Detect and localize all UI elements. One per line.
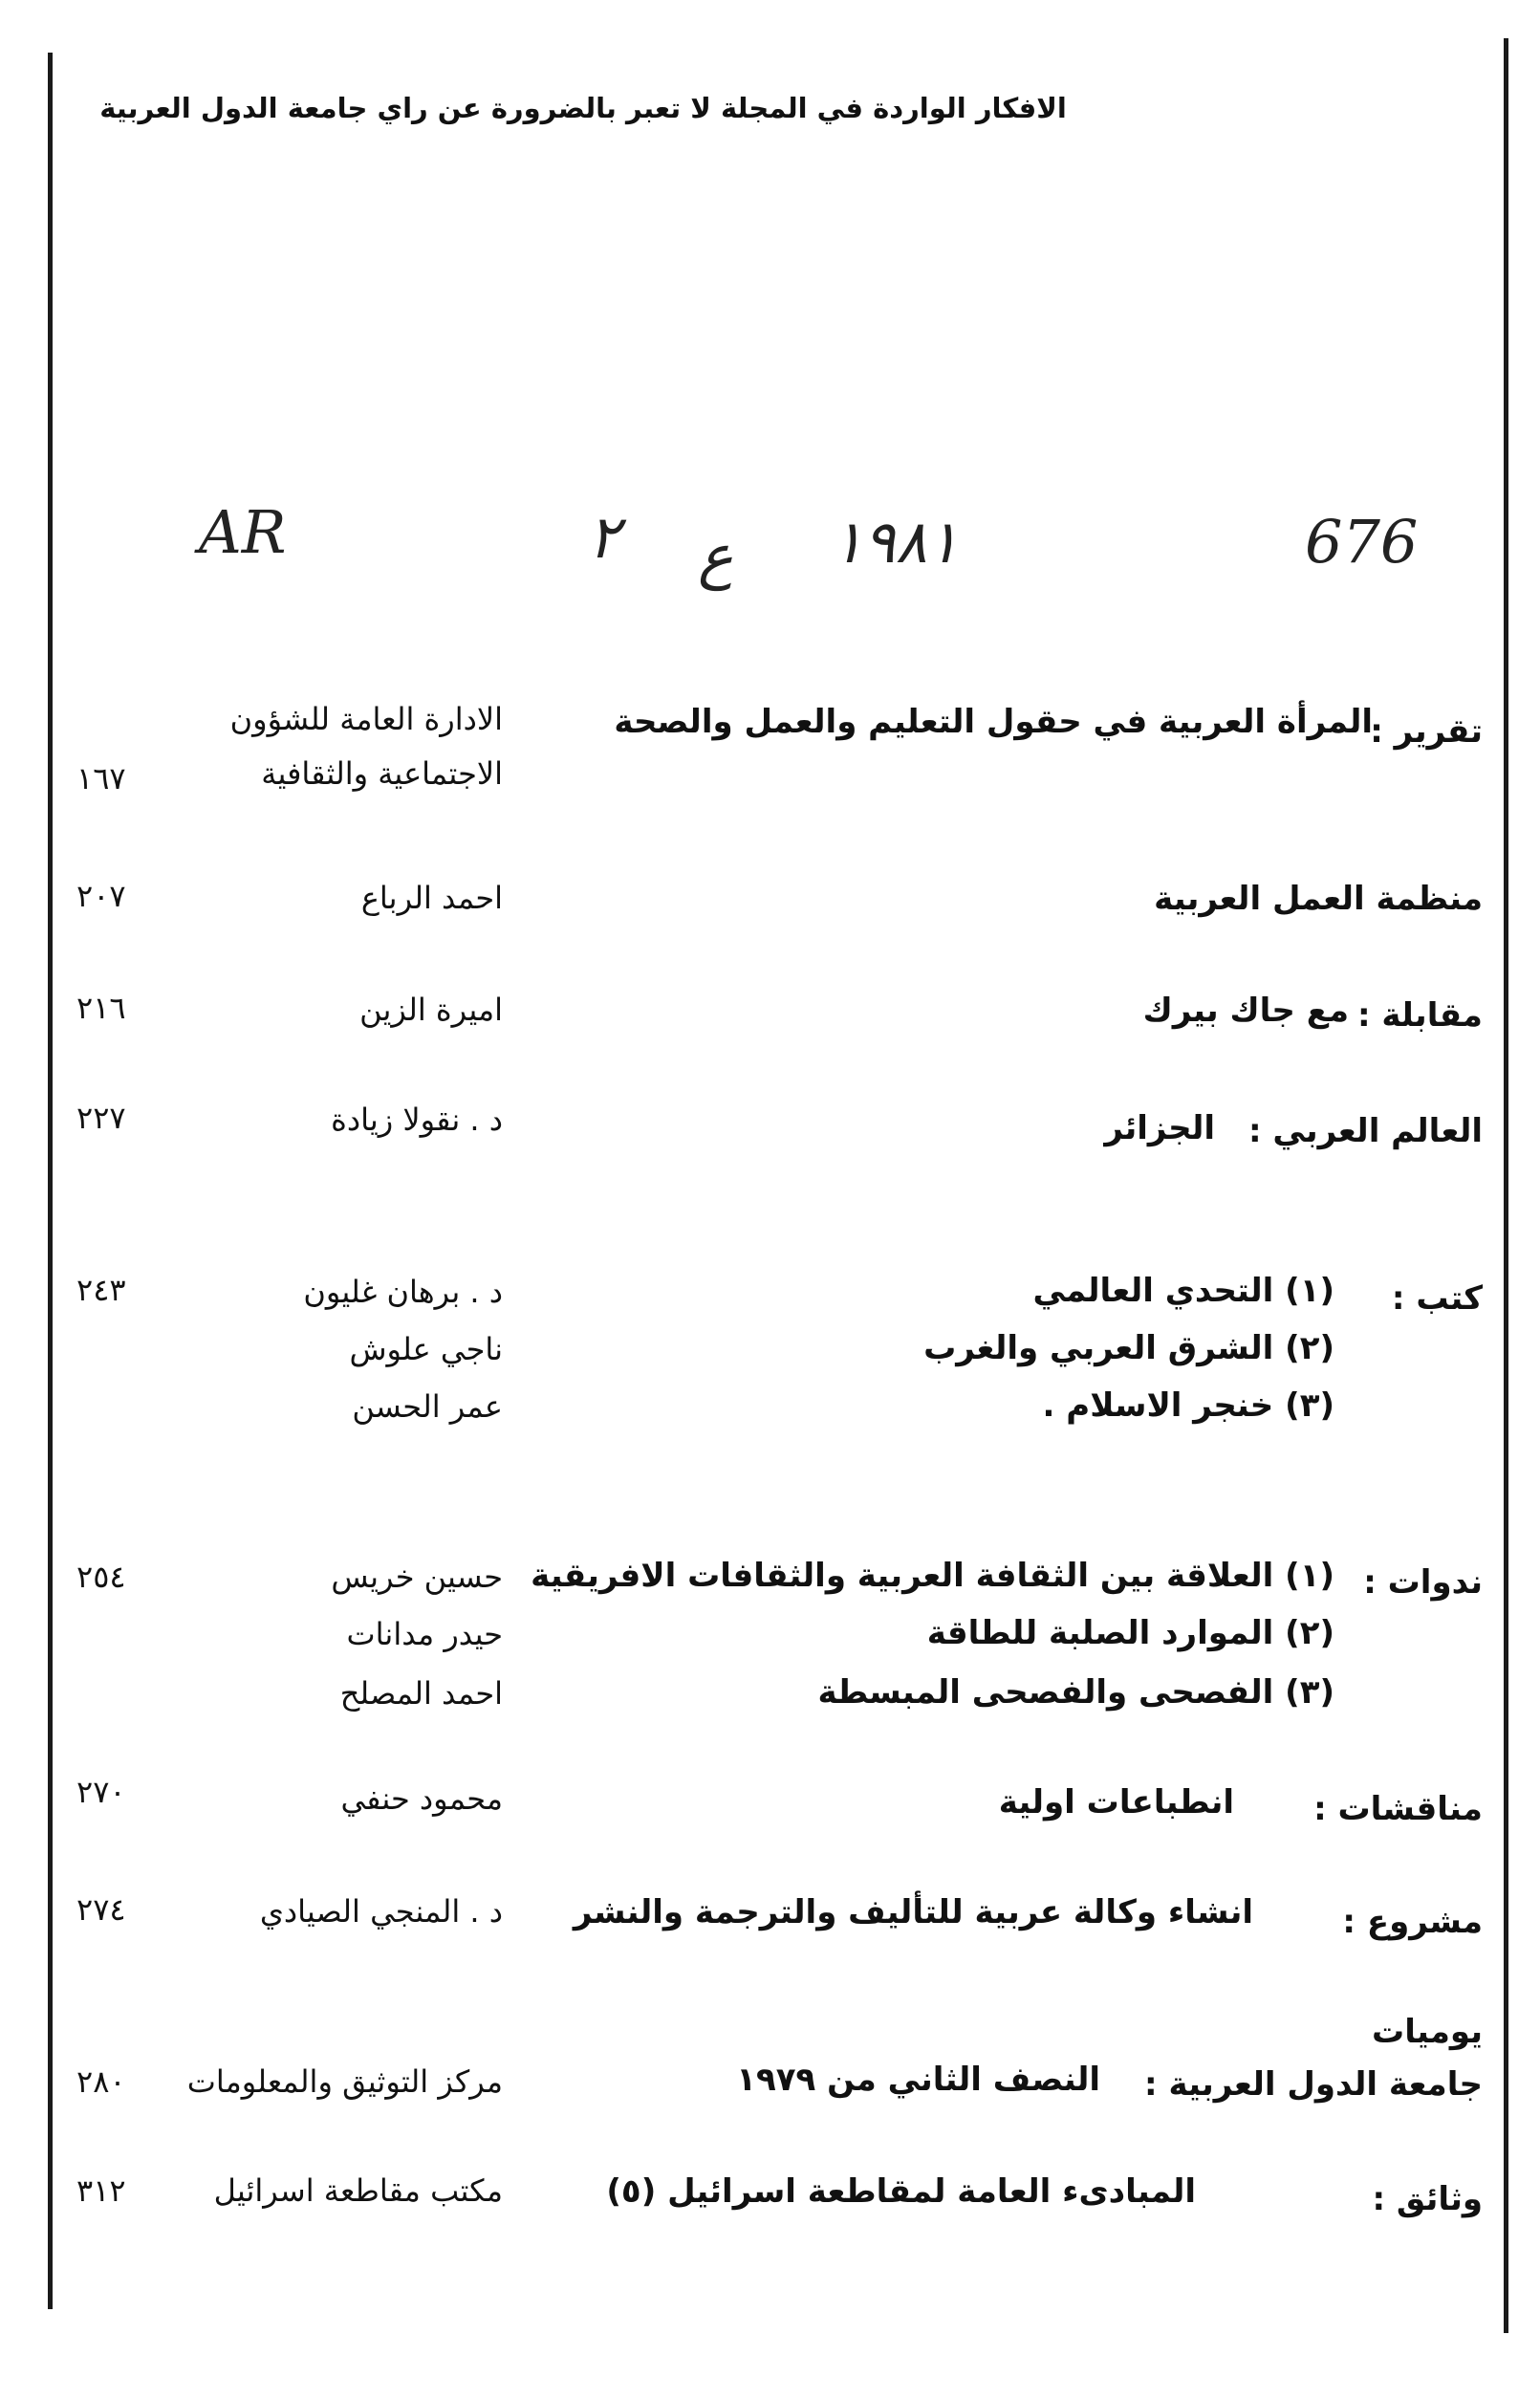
entry-page-number: ٢٥٤ xyxy=(76,1559,126,1595)
entry-author: الادارة العامة للشؤون xyxy=(229,701,503,737)
entry-item: (٣) الفصحى والفصحى المبسطة xyxy=(817,1673,1334,1712)
entry-title: الجزائر xyxy=(1104,1109,1215,1147)
entry-author: احمد المصلح xyxy=(339,1675,503,1712)
entry-title: انشاء وكالة عربية للتأليف والترجمة والنشر xyxy=(573,1893,1253,1931)
entry-author: محمود حنفي xyxy=(340,1780,503,1817)
entry-label: العالم العربي : xyxy=(1247,1112,1483,1150)
entry-page-number: ٢١٦ xyxy=(76,990,126,1026)
left-margin-line xyxy=(48,53,53,2309)
entry-author: حسين خريس xyxy=(331,1559,503,1595)
entry-author: د . نقولا زيادة xyxy=(331,1102,503,1138)
entry-title: النصف الثاني من ١٩٧٩ xyxy=(736,2061,1100,2099)
entry-label: جامعة الدول العربية : xyxy=(1144,2065,1483,2104)
entry-page-number: ٢٨٠ xyxy=(76,2063,126,2100)
handwritten-mid1: ٢ xyxy=(588,502,620,572)
entry-title: مع جاك بيرك xyxy=(1142,992,1349,1030)
entry-label: كتب : xyxy=(1391,1279,1483,1318)
entry-item: (٣) خنجر الاسلام . xyxy=(1042,1386,1334,1425)
entry-item: (١) العلاقة بين الثقافة العربية والثقافات الافريقية xyxy=(531,1557,1334,1595)
entry-item: (٢) الموارد الصلبة للطاقة xyxy=(926,1614,1334,1652)
entry-author: د . المنجي الصيادي xyxy=(259,1893,503,1930)
entry-author: الاجتماعية والثقافية xyxy=(261,755,503,792)
entry-author: احمد الرباع xyxy=(360,880,503,916)
entry-page-number: ٢٧٤ xyxy=(76,1891,126,1928)
entry-title: المرأة العربية في حقول التعليم والعمل والصحة xyxy=(614,703,1373,741)
entry-title: المبادىء العامة لمقاطعة اسرائيل (٥) xyxy=(606,2172,1196,2211)
entry-item: (١) التحدي العالمي xyxy=(1032,1272,1334,1310)
handwritten-year: ١٩٨١ xyxy=(832,507,960,577)
handwritten-left: AR xyxy=(199,497,287,567)
entry-page-number: ٢٤٣ xyxy=(76,1272,126,1308)
handwritten-code: 676 xyxy=(1305,507,1419,577)
entry-label: وثائق : xyxy=(1372,2180,1483,2218)
handwritten-mid2: ع xyxy=(698,521,733,591)
entry-title: منظمة العمل العربية xyxy=(1154,880,1483,918)
entry-page-number: ٢٠٧ xyxy=(76,878,126,914)
header-note: الافكار الواردة في المجلة لا تعبر بالضرورة عن راي جامعة الدول العربية xyxy=(99,92,1067,124)
entry-author: مكتب مقاطعة اسرائيل xyxy=(213,2172,503,2209)
entry-item: (٢) الشرق العربي والغرب xyxy=(923,1329,1334,1367)
entry-page-number: ٢٢٧ xyxy=(76,1100,126,1136)
entry-label: مشروع : xyxy=(1342,1903,1483,1941)
entry-author: عمر الحسن xyxy=(352,1388,503,1425)
entry-label: مناقشات : xyxy=(1313,1790,1483,1828)
entry-author: مركز التوثيق والمعلومات xyxy=(186,2063,503,2100)
entry-title: انطباعات اولية xyxy=(998,1783,1234,1822)
entry-label: مقابلة : xyxy=(1357,996,1483,1035)
entry-label: ندوات : xyxy=(1363,1563,1483,1602)
right-margin-line xyxy=(1504,38,1508,2333)
entry-author: د . برهان غليون xyxy=(303,1274,503,1310)
entry-author: حيدر مدانات xyxy=(346,1616,503,1652)
entry-page-number: ٣١٢ xyxy=(76,2172,126,2209)
entry-author: ناجي علوش xyxy=(349,1331,503,1367)
entry-page-number: ١٦٧ xyxy=(76,760,126,796)
entry-page-number: ٢٧٠ xyxy=(76,1774,126,1810)
entry-label: يوميات xyxy=(1372,2013,1483,2051)
entry-author: اميرة الزين xyxy=(359,992,503,1028)
entry-label: تقرير : xyxy=(1370,712,1483,751)
